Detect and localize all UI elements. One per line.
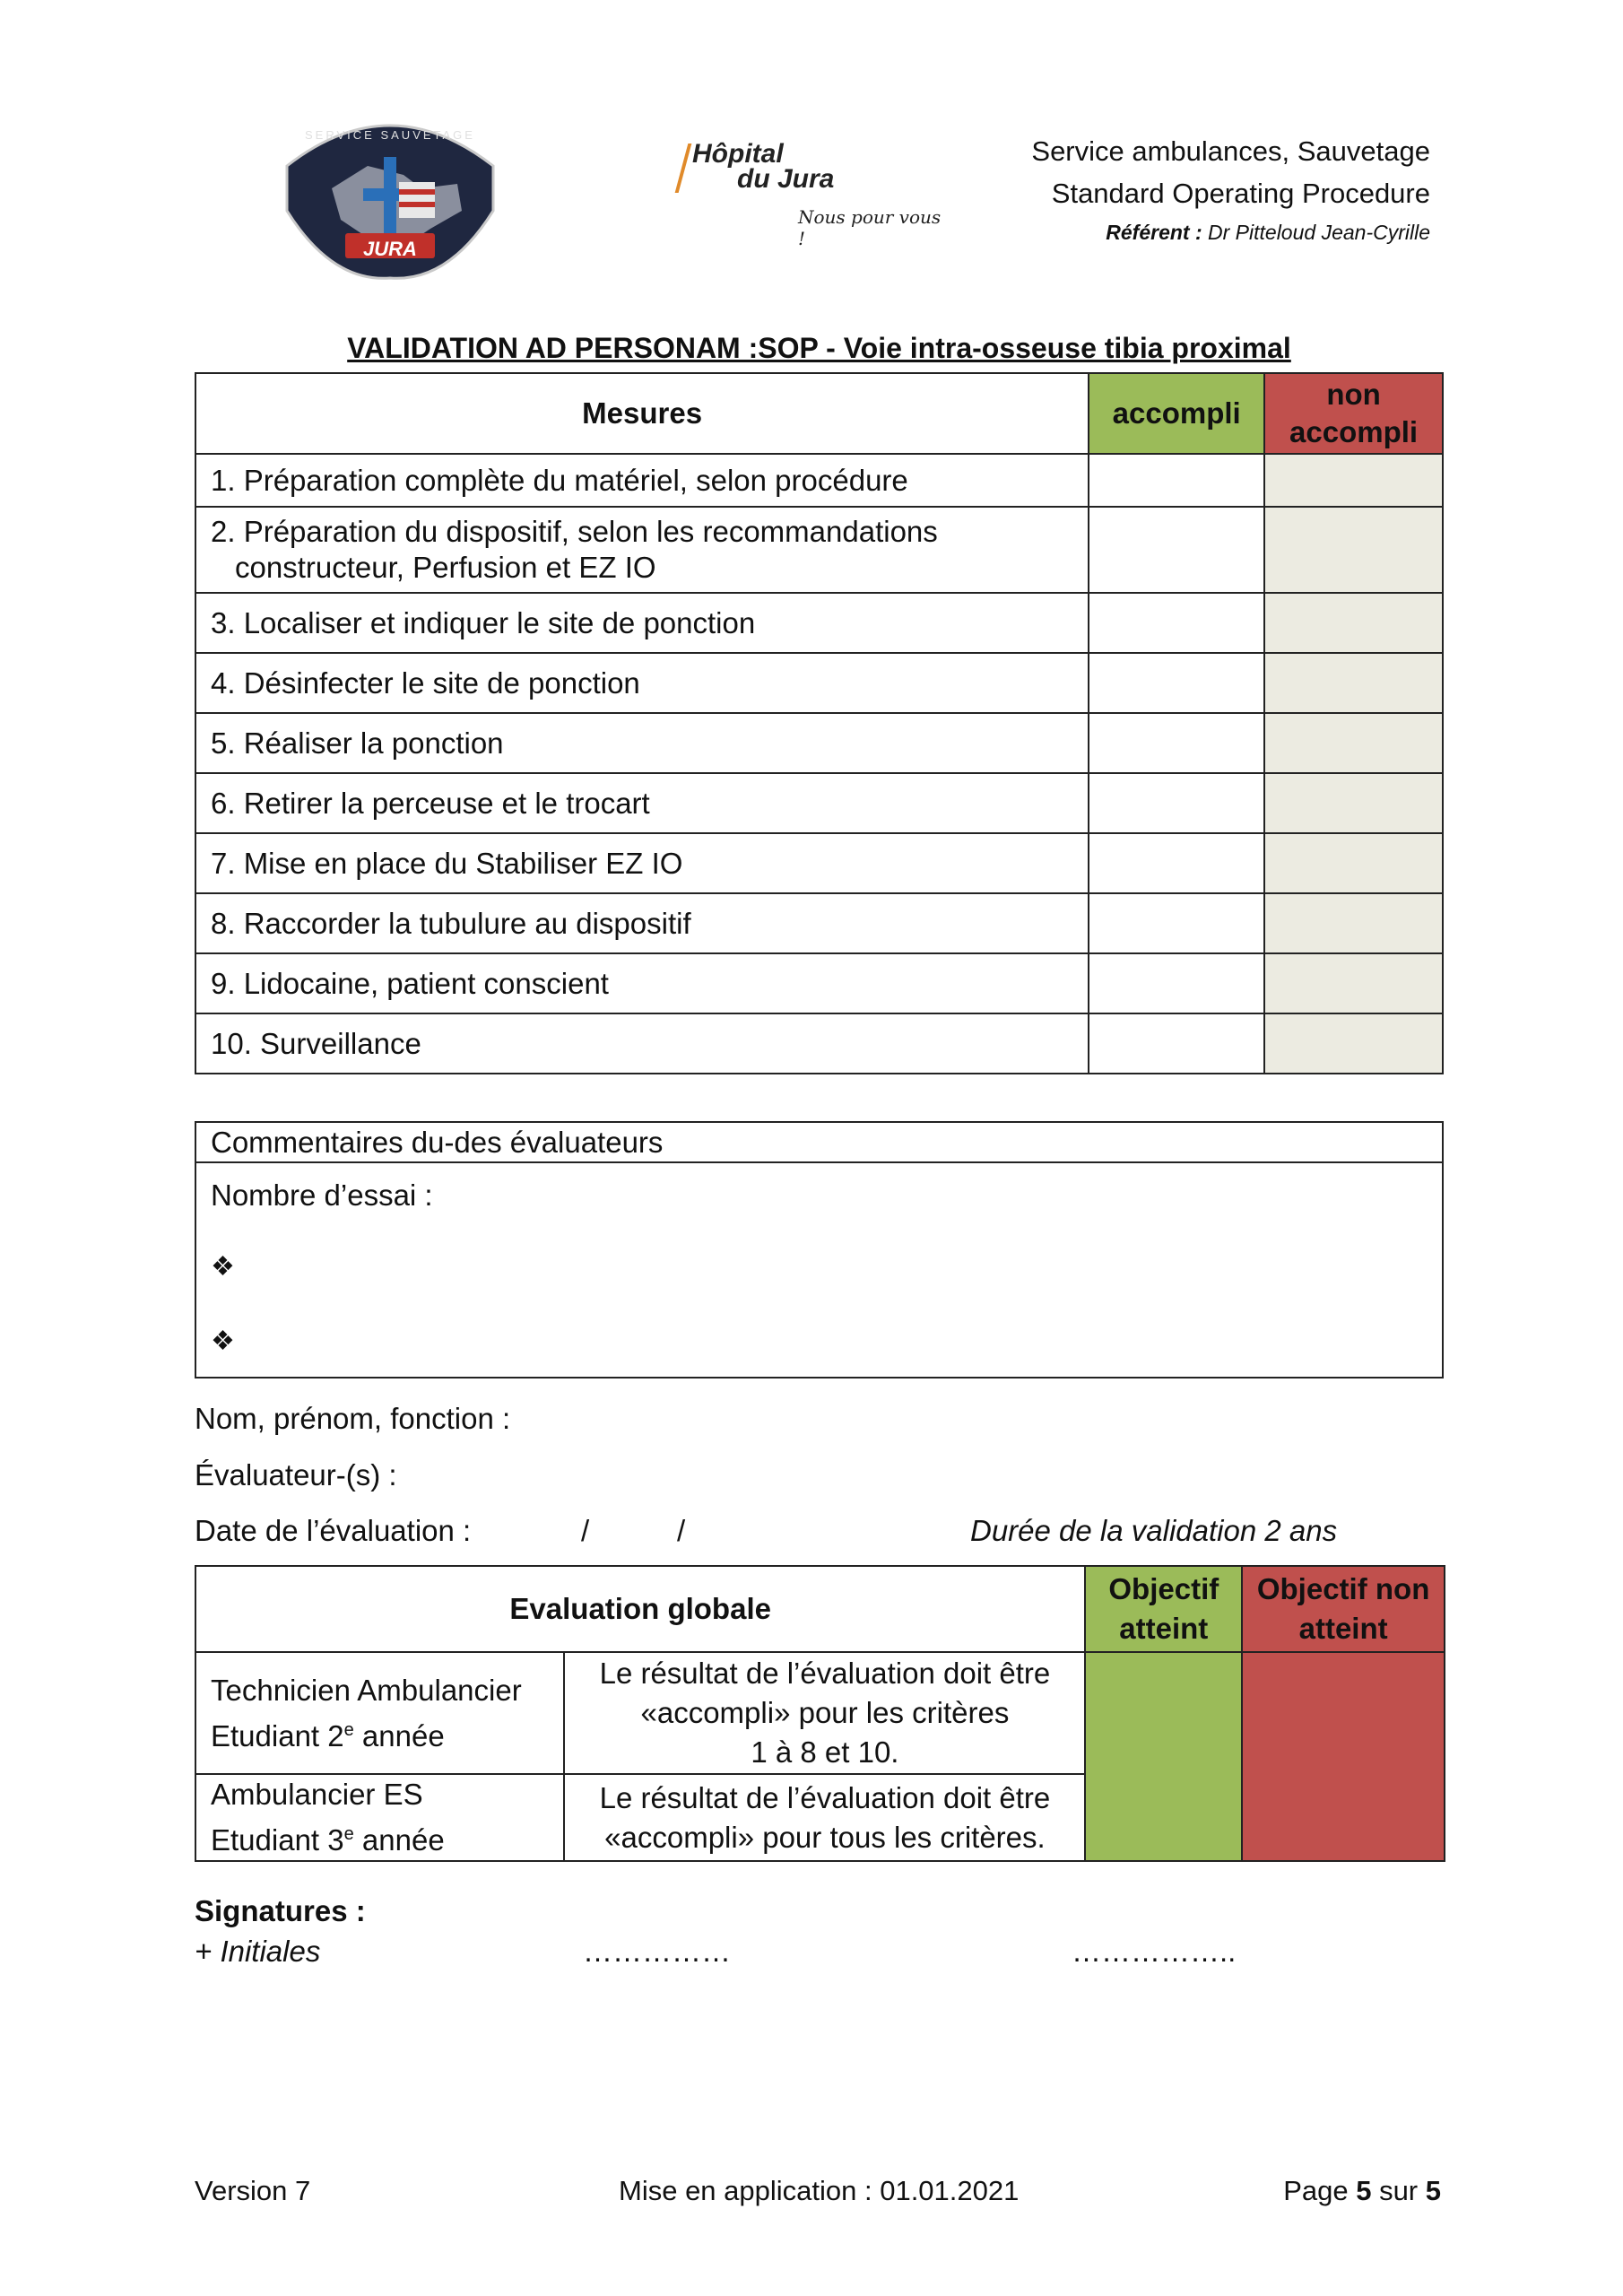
- role-student: Etudiant 2: [211, 1718, 344, 1752]
- service-sauvetage-logo: [269, 103, 511, 283]
- done-cell[interactable]: [1089, 507, 1264, 593]
- not-done-cell[interactable]: [1264, 833, 1443, 893]
- header-info: [1031, 130, 1430, 250]
- not-done-cell[interactable]: [1264, 773, 1443, 833]
- attempts-label: Nombre d’essai :: [211, 1178, 433, 1212]
- measures-table: [195, 372, 1444, 1074]
- role-line1: Ambulancier ES: [211, 1778, 423, 1811]
- done-cell[interactable]: [1089, 593, 1264, 653]
- referent: [1031, 214, 1430, 250]
- table-row: [195, 507, 1443, 593]
- measure-label: 1. Préparation complète du matériel, selon procédure: [195, 454, 1089, 507]
- role-year: année: [353, 1718, 445, 1752]
- hopital-du-jura-logo: [681, 139, 950, 247]
- measure-label: 8. Raccorder la tubulure au dispositif: [195, 893, 1089, 953]
- measure-label: 3. Localiser et indiquer le site de ponction: [195, 593, 1089, 653]
- done-cell[interactable]: [1089, 1013, 1264, 1074]
- measure-label: [195, 507, 1089, 593]
- page-prefix: Page: [1283, 2175, 1357, 2206]
- requirement-cell: [564, 1774, 1085, 1861]
- role-line2: [211, 1814, 549, 1860]
- page-current: 5: [1356, 2175, 1372, 2206]
- measure-label: 7. Mise en place du Stabiliser EZ IO: [195, 833, 1089, 893]
- requirement-line2: «accompli» pour les critères: [640, 1696, 1010, 1729]
- date-separator-1: /: [581, 1514, 590, 1547]
- done-cell[interactable]: [1089, 653, 1264, 713]
- date-field-label: Date de l’évaluation :: [195, 1514, 472, 1547]
- table-row: [195, 893, 1443, 953]
- not-done-cell[interactable]: [1264, 893, 1443, 953]
- global-title: Evaluation globale: [195, 1566, 1085, 1652]
- measure-label: 4. Désinfecter le site de ponction: [195, 653, 1089, 713]
- logo-sauvetage-text: SERVICE SAUVETAGE: [305, 128, 475, 142]
- not-done-cell[interactable]: [1264, 454, 1443, 507]
- table-row: [195, 773, 1443, 833]
- objective-ok-cell[interactable]: [1085, 1652, 1242, 1861]
- measure-label: 6. Retirer la perceuse et le trocart: [195, 773, 1089, 833]
- evaluators-field-label: Évaluateur-(s) :: [195, 1458, 397, 1492]
- table-header-row: [195, 373, 1443, 454]
- role-line1: Technicien Ambulancier: [211, 1673, 522, 1707]
- done-cell[interactable]: [1089, 893, 1264, 953]
- requirement-line2: «accompli» pour tous les critères.: [604, 1820, 1046, 1854]
- footer-page-number: [1283, 2175, 1441, 2207]
- role-cell: [195, 1774, 564, 1861]
- date-separator-2: /: [677, 1514, 686, 1547]
- procedure-name: Standard Operating Procedure: [1051, 178, 1430, 209]
- logo-accent-bar: [675, 144, 692, 193]
- done-cell[interactable]: [1089, 454, 1264, 507]
- signature-line-2: ……………..: [1072, 1935, 1237, 1968]
- measure-label: 5. Réaliser la ponction: [195, 713, 1089, 773]
- footer-version: Version 7: [195, 2175, 311, 2206]
- not-done-cell[interactable]: [1264, 713, 1443, 773]
- logo-jura-text: JURA: [363, 238, 417, 260]
- service-name: Service ambulances, Sauvetage: [1031, 135, 1430, 167]
- comments-body[interactable]: [195, 1162, 1443, 1378]
- global-evaluation-table: [195, 1565, 1445, 1862]
- role-line2: [211, 1710, 549, 1756]
- done-cell[interactable]: [1089, 953, 1264, 1013]
- measure-label-line1: 2. Préparation du dispositif, selon les recommandations: [211, 515, 938, 548]
- requirement-cell: [564, 1652, 1085, 1774]
- col-measures: Mesures: [195, 373, 1089, 454]
- not-done-cell[interactable]: [1264, 1013, 1443, 1074]
- footer-application-date: Mise en application : 01.01.2021: [619, 2175, 1020, 2206]
- ordinal-sup: e: [343, 1824, 354, 1844]
- logo-line2: du Jura: [737, 164, 835, 194]
- referent-name: Dr Pitteloud Jean-Cyrille: [1208, 221, 1430, 244]
- done-cell[interactable]: [1089, 713, 1264, 773]
- requirement-line1: Le résultat de l’évaluation doit être: [599, 1780, 1051, 1814]
- role-year: année: [353, 1823, 445, 1857]
- validation-duration: Durée de la validation 2 ans: [970, 1514, 1338, 1547]
- name-field-label: Nom, prénom, fonction :: [195, 1402, 511, 1435]
- requirement-line3: 1 à 8 et 10.: [751, 1735, 899, 1769]
- global-row: [195, 1652, 1445, 1774]
- referent-label: Référent :: [1106, 221, 1202, 244]
- measure-label-line2: constructeur, Perfusion et EZ IO: [235, 551, 656, 584]
- comments-header-row: [195, 1122, 1443, 1162]
- page-mid: sur: [1371, 2175, 1426, 2206]
- bullet-2: ❖: [211, 1326, 235, 1356]
- measure-label: 10. Surveillance: [195, 1013, 1089, 1074]
- global-header-row: [195, 1566, 1445, 1652]
- table-row: [195, 653, 1443, 713]
- role-student: Etudiant 3: [211, 1823, 344, 1857]
- comments-title: Commentaires du-des évaluateurs: [195, 1122, 1443, 1162]
- table-row: [195, 454, 1443, 507]
- col-objective-not-ok: Objectif non atteint: [1242, 1566, 1445, 1652]
- col-done: accompli: [1089, 373, 1264, 454]
- comments-table: [195, 1121, 1444, 1378]
- bullet-1: ❖: [211, 1252, 235, 1282]
- comments-body-row: [195, 1162, 1443, 1378]
- not-done-cell[interactable]: [1264, 653, 1443, 713]
- not-done-cell[interactable]: [1264, 507, 1443, 593]
- document-title: VALIDATION AD PERSONAM :SOP - Voie intra-osseuse tibia proximal: [347, 332, 1291, 364]
- signatures-title: Signatures :: [195, 1894, 366, 1927]
- initials-label: + Initiales: [195, 1935, 321, 1968]
- done-cell[interactable]: [1089, 773, 1264, 833]
- not-done-cell[interactable]: [1264, 593, 1443, 653]
- table-row: [195, 713, 1443, 773]
- table-row: [195, 953, 1443, 1013]
- signature-line-1: ……………: [583, 1935, 731, 1968]
- done-cell[interactable]: [1089, 833, 1264, 893]
- logo-line1: Hôpital: [692, 139, 784, 169]
- ordinal-sup: e: [343, 1719, 354, 1740]
- table-row: [195, 593, 1443, 653]
- table-row: [195, 1013, 1443, 1074]
- requirement-line1: Le résultat de l’évaluation doit être: [599, 1657, 1051, 1690]
- role-cell: [195, 1652, 564, 1774]
- page-total: 5: [1425, 2175, 1441, 2206]
- not-done-cell[interactable]: [1264, 953, 1443, 1013]
- logo-slogan: Nous pour vous !: [798, 206, 942, 249]
- table-row: [195, 833, 1443, 893]
- measure-label: 9. Lidocaine, patient conscient: [195, 953, 1089, 1013]
- objective-not-ok-cell[interactable]: [1242, 1652, 1445, 1861]
- col-objective-ok: Objectif atteint: [1085, 1566, 1242, 1652]
- col-not-done: non accompli: [1264, 373, 1443, 454]
